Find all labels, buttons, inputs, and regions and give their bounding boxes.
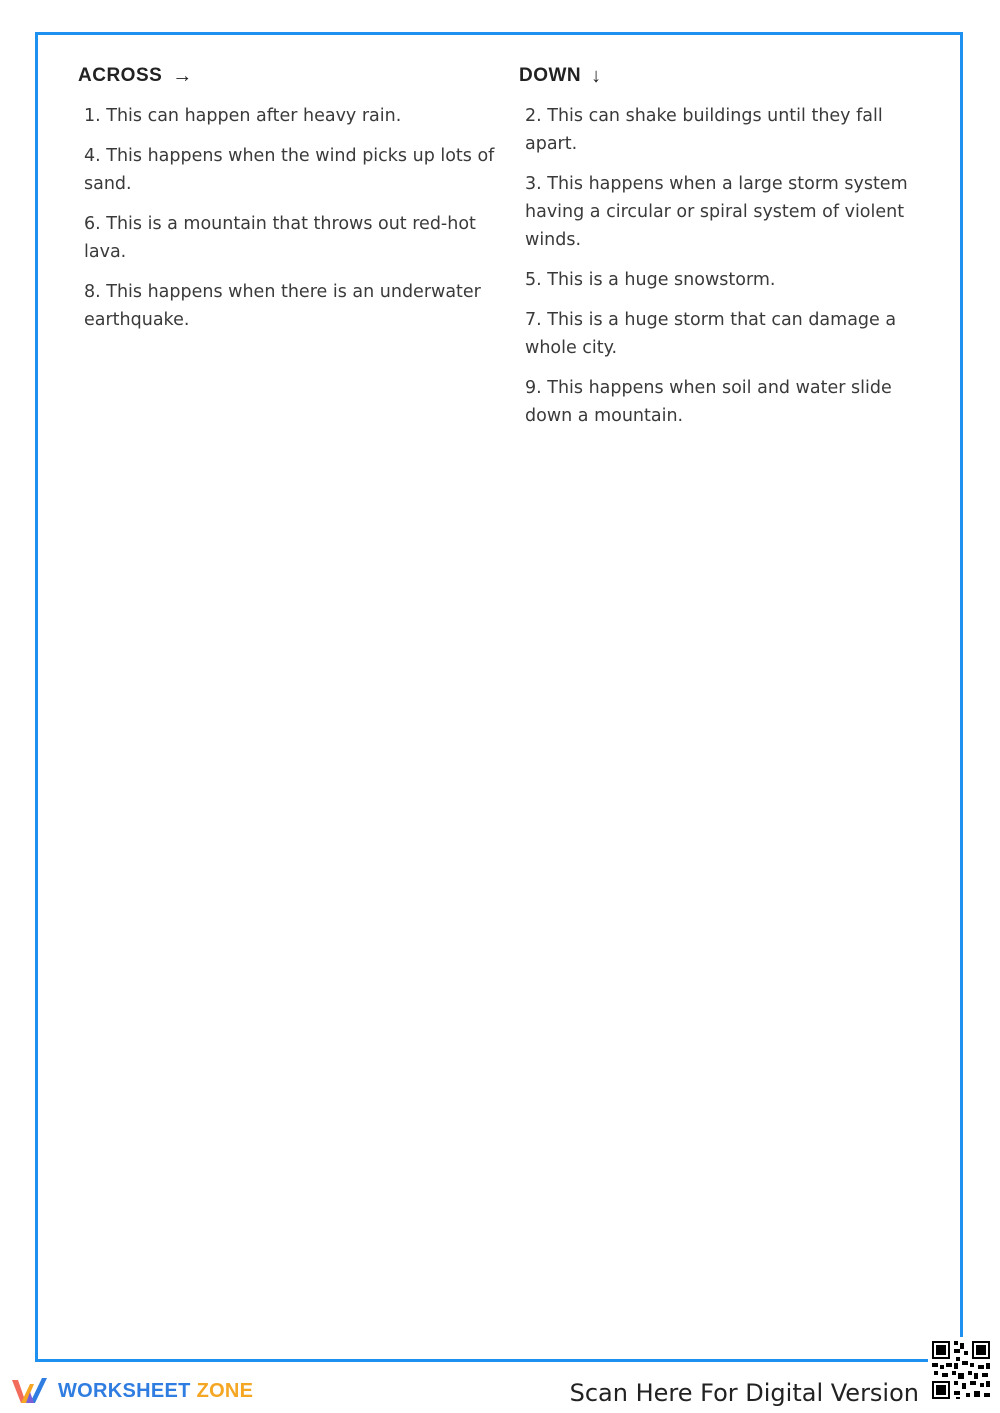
brand-name-part1: WORKSHEET <box>58 1379 191 1402</box>
across-clue: 6. This is a mountain that throws out red-hot lava. <box>84 214 476 262</box>
across-clue: 4. This happens when the wind picks up lots of sand. <box>84 146 495 194</box>
across-clue: 8. This happens when there is an underwater earthquake. <box>84 282 481 330</box>
down-clue: 2. This can shake buildings until they fall apart. <box>525 106 883 154</box>
down-clue: 5. This is a huge snowstorm. <box>525 270 776 290</box>
right-arrow-icon: → <box>172 65 193 87</box>
brand-name <box>58 1380 253 1403</box>
down-arrow-icon: ↓ <box>591 65 602 87</box>
scan-instruction: Scan Here For Digital Version <box>569 1379 919 1407</box>
worksheetzone-w-logo-icon <box>10 1376 50 1406</box>
across-column <box>78 63 498 346</box>
page-footer <box>0 1362 1000 1413</box>
brand-name-part2: ZONE <box>196 1379 254 1402</box>
down-column <box>519 63 934 442</box>
across-heading-label: ACROSS <box>78 65 163 86</box>
down-clue: 9. This happens when soil and water slide down a mountain. <box>525 378 892 426</box>
across-clue: 1. This can happen after heavy rain. <box>84 106 402 126</box>
down-heading-label: DOWN <box>519 65 582 86</box>
down-heading <box>519 63 934 89</box>
down-clue: 3. This happens when a large storm system having a circular or spiral system of violent winds. <box>525 174 908 250</box>
worksheetzone-logo[interactable] <box>10 1376 253 1406</box>
down-clue: 7. This is a huge storm that can damage a whole city. <box>525 310 897 358</box>
qr-code-icon[interactable] <box>928 1337 994 1403</box>
across-heading <box>78 63 498 89</box>
